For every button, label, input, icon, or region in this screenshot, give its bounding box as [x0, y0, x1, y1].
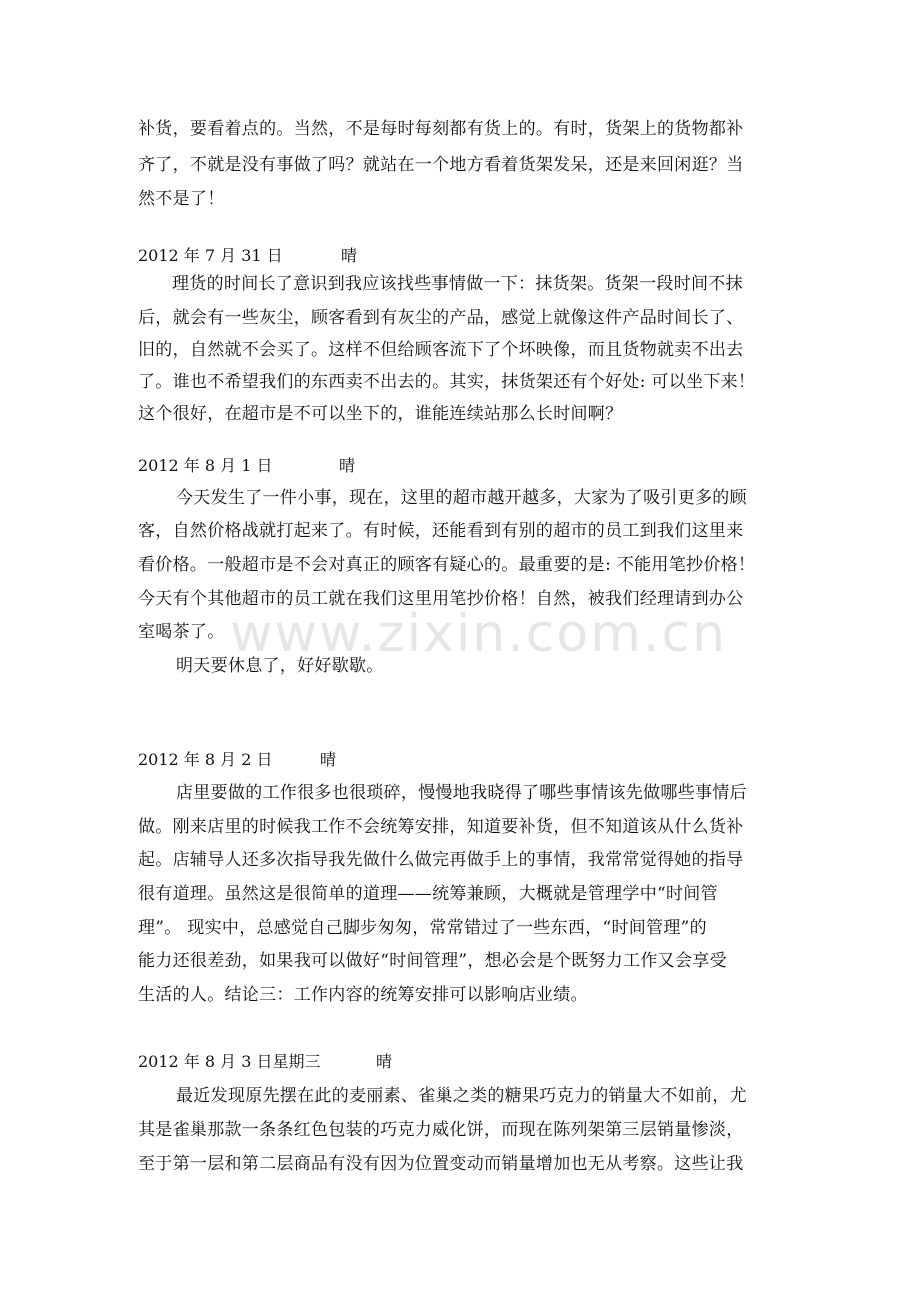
paragraph-line: 今天发生了一件小事，现在，这里的超市越开越多，大家为了吸引更多的顾	[176, 488, 747, 508]
entry-weather: 晴	[376, 1052, 393, 1071]
paragraph-line: 旧的，自然就不会买了。这样不但给顾客流下了个坏映像，而且货物就卖不出去	[138, 340, 744, 360]
paragraph-line: 这个很好，在超市是不可以坐下的，谁能连续站那么长时间啊？	[138, 404, 623, 424]
paragraph-line: 后，就会有一些灰尘，顾客看到有灰尘的产品，感觉上就像这件产品时间长了、	[138, 308, 744, 328]
paragraph-line: 了。谁也不希望我们的东西卖不出去的。其实，抹货架还有个好处: 可以坐下来！	[138, 372, 756, 392]
paragraph-line: 理货的时间长了意识到我应该找些事情做一下：抹货架。货架一段时间不抹	[172, 274, 743, 294]
paragraph-line: 生活的人。结论三：工作内容的统筹安排可以影响店业绩。	[138, 985, 588, 1005]
paragraph-line: 很有道理。虽然这是很简单的道理——统筹兼顾，大概就是管理学中“时间管	[138, 884, 718, 904]
paragraph-line: 然不是了！	[138, 189, 225, 209]
entry-date: 2012 年 8 月 1 日	[138, 456, 273, 475]
paragraph-line: 至于第一层和第二层商品有没有因为位置变动而销量增加也无从考察。这些让我	[138, 1154, 744, 1174]
entry-date: 2012 年 8 月 2 日	[138, 750, 273, 769]
paragraph-line: 明天要休息了，好好歇歇。	[176, 656, 384, 676]
paragraph-line: 客，自然价格战就打起来了。有时候，还能看到有别的超市的员工到我们这里来	[138, 521, 744, 541]
paragraph-line: 理”。 现实中，总感觉自己脚步匆匆，常常错过了一些东西，“时间管理”的	[138, 918, 707, 938]
watermark: www.zixin.com.cn	[230, 604, 727, 664]
paragraph-line: 能力还很差劲，如果我可以做好“时间管理”，想必会是个既努力工作又会享受	[138, 951, 727, 971]
entry-weather: 晴	[339, 456, 356, 475]
paragraph-line: 齐了，不就是没有事做了吗？就站在一个地方看着货架发呆，还是来回闲逛？当	[138, 155, 744, 175]
entry-date: 2012 年 8 月 3 日星期三	[138, 1052, 321, 1071]
paragraph-line: 其是雀巢那款一条条红色包装的巧克力威化饼，而现在陈列架第三层销量惨淡，	[138, 1120, 744, 1140]
entry-weather: 晴	[320, 750, 337, 769]
paragraph-line: 看价格。一般超市是不会对真正的顾客有疑心的。最重要的是: 不能用笔抄价格！	[138, 555, 756, 575]
paragraph-line: 最近发现原先摆在此的麦丽素、雀巢之类的糖果巧克力的销量大不如前，尤	[176, 1086, 747, 1106]
paragraph-line: 做。刚来店里的时候我工作不会统筹安排，知道要补货，但不知道该从什么货补	[138, 817, 744, 837]
paragraph-line: 起。店辅导人还多次指导我先做什么做完再做手上的事情，我常常觉得她的指导	[138, 850, 744, 870]
entry-date: 2012 年 7 月 31 日	[138, 246, 283, 265]
paragraph-line: 店里要做的工作很多也很琐碎，慢慢地我晓得了哪些事情该先做哪些事情后	[176, 783, 747, 803]
entry-weather: 晴	[341, 246, 358, 265]
paragraph-line: 今天有个其他超市的员工就在我们这里用笔抄价格！自然，被我们经理请到办公	[138, 589, 744, 609]
paragraph-line: 补货，要看着点的。当然，不是每时每刻都有货上的。有时，货架上的货物都补	[138, 119, 744, 139]
paragraph-line: 室喝茶了。	[138, 622, 225, 642]
